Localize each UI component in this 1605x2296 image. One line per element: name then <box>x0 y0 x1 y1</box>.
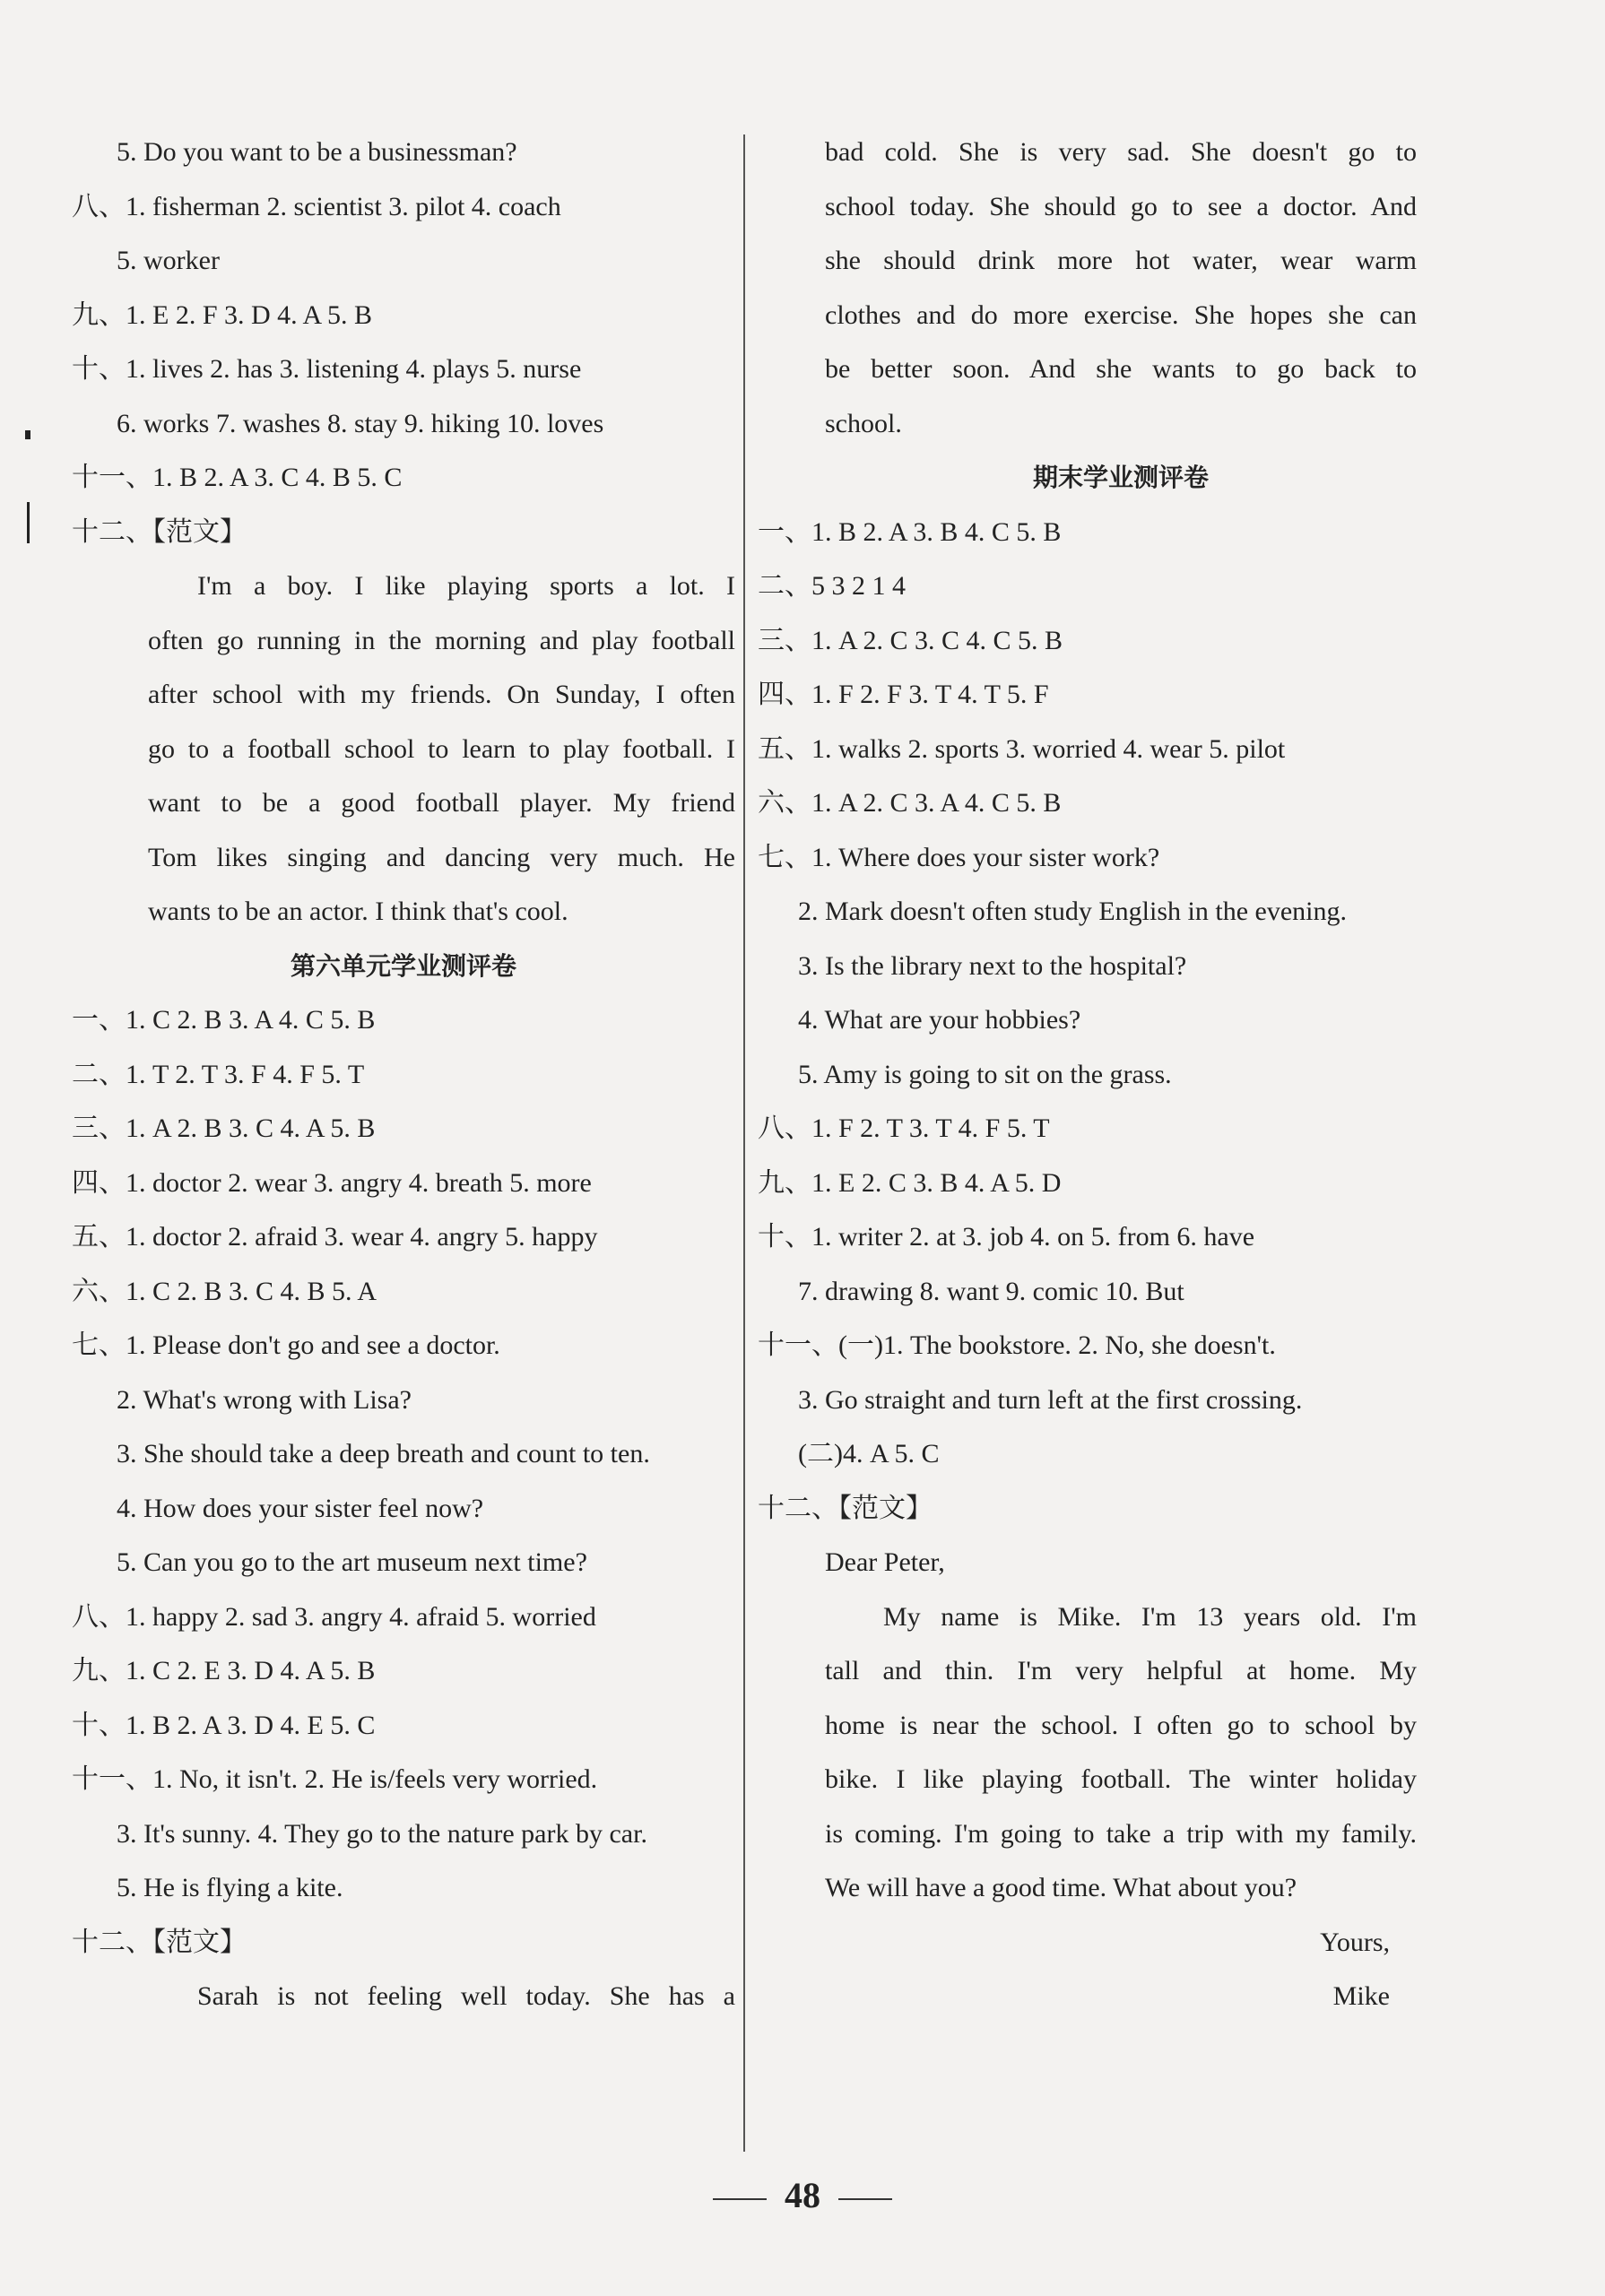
answer-line: 二、5 3 2 1 4 <box>758 571 906 601</box>
letter-signature: Mike <box>1332 1981 1390 2011</box>
answer-line: 十、1. writer 2. at 3. job 4. on 5. from 6. have <box>758 1222 1255 1252</box>
essay-line: be better soon. And she wants to go back to <box>825 354 1417 384</box>
margin-dot <box>25 430 30 439</box>
essay-line: bike. I like playing football. The winter holiday <box>825 1764 1417 1794</box>
answer-line: 3. Is the library next to the hospital? <box>798 950 1187 981</box>
essay-line: school today. She should go to see a doctor. And <box>825 191 1417 221</box>
answer-line: 八、1. F 2. T 3. T 4. F 5. T <box>758 1113 1050 1143</box>
left-column <box>72 126 735 2024</box>
section-title: 第六单元学业测评卷 <box>290 950 516 981</box>
margin-bar <box>27 502 30 543</box>
answer-line: 一、1. C 2. B 3. A 4. C 5. B <box>72 1005 376 1035</box>
dash-right <box>838 2198 892 2200</box>
essay-line: wants to be an actor. I think that's cool. <box>148 897 568 926</box>
answer-line: 十一、1. B 2. A 3. C 4. B 5. C <box>72 463 403 492</box>
essay-line: she should drink more hot water, wear warm <box>825 246 1417 275</box>
answer-line: 十一、(一)1. The bookstore. 2. No, she doesn't. <box>758 1330 1276 1360</box>
answer-line: 二、1. T 2. T 3. F 4. F 5. T <box>72 1059 365 1089</box>
answer-line: 5. worker <box>117 246 220 275</box>
page-number <box>0 2174 1605 2216</box>
answer-line: 三、1. A 2. C 3. C 4. C 5. B <box>758 625 1063 655</box>
answer-line: 八、1. happy 2. sad 3. angry 4. afraid 5. worried <box>72 1601 596 1632</box>
answer-line: 九、1. C 2. E 3. D 4. A 5. B <box>72 1656 376 1685</box>
section-label: 十二、【范文】 <box>758 1493 933 1523</box>
answer-line: 五、1. doctor 2. afraid 3. wear 4. angry 5. happy <box>72 1222 598 1252</box>
essay-line: home is near the school. I often go to school by <box>825 1710 1417 1740</box>
dash-left <box>713 2198 767 2200</box>
answer-line: 3. She should take a deep breath and count to ten. <box>117 1439 650 1469</box>
essay-line: Tom likes singing and dancing very much. He <box>148 842 735 872</box>
answer-line: 4. What are your hobbies? <box>798 1005 1081 1035</box>
essay-line: want to be a good football player. My friend <box>148 788 735 818</box>
section-label: 十二、【范文】 <box>72 516 247 547</box>
answer-line: 五、1. walks 2. sports 3. worried 4. wear 5. pilot <box>758 733 1286 764</box>
answer-line: 2. What's wrong with Lisa? <box>117 1384 412 1415</box>
essay-line: after school with my friends. On Sunday, I often <box>148 680 735 709</box>
right-column <box>758 126 1417 2024</box>
answer-line: 六、1. C 2. B 3. C 4. B 5. A <box>72 1276 377 1306</box>
letter-greeting: Dear Peter, <box>825 1547 945 1577</box>
essay-line: I'm a boy. I like playing sports a lot. I <box>197 571 735 601</box>
answer-line: 5. Amy is going to sit on the grass. <box>798 1059 1172 1089</box>
answer-line: 四、1. F 2. F 3. T 4. T 5. F <box>758 680 1049 709</box>
answer-line: 5. Can you go to the art museum next time? <box>117 1547 587 1577</box>
answer-line: 九、1. E 2. C 3. B 4. A 5. D <box>758 1167 1062 1198</box>
answer-line: 十、1. B 2. A 3. D 4. E 5. C <box>72 1710 376 1740</box>
essay-line: tall and thin. I'm very helpful at home. My <box>825 1656 1417 1685</box>
answer-line: 4. How does your sister feel now? <box>117 1493 484 1523</box>
section-title: 期末学业测评卷 <box>1032 463 1209 492</box>
answer-line: 5. He is flying a kite. <box>117 1873 343 1902</box>
essay-line: My name is Mike. I'm 13 years old. I'm <box>883 1601 1417 1632</box>
essay-line: is coming. I'm going to take a trip with my family. <box>825 1818 1417 1849</box>
answer-line: 三、1. A 2. B 3. C 4. A 5. B <box>72 1113 376 1143</box>
essay-line: bad cold. She is very sad. She doesn't go to <box>825 137 1417 167</box>
answer-line: 5. Do you want to be a businessman? <box>117 137 517 167</box>
answer-line: 八、1. fisherman 2. scientist 3. pilot 4. coach <box>72 191 561 221</box>
answer-line: 一、1. B 2. A 3. B 4. C 5. B <box>758 516 1062 547</box>
essay-line: We will have a good time. What about you? <box>825 1873 1297 1902</box>
answer-line: 七、1. Please don't go and see a doctor. <box>72 1330 500 1360</box>
answer-line: 九、1. E 2. F 3. D 4. A 5. B <box>72 299 373 330</box>
essay-line: go to a football school to learn to play football. I <box>148 733 735 764</box>
answer-line: 十一、1. No, it isn't. 2. He is/feels very worried. <box>72 1764 598 1794</box>
page-number-text: 48 <box>785 2175 820 2215</box>
letter-closing: Yours, <box>1320 1927 1390 1957</box>
answer-line: 四、1. doctor 2. wear 3. angry 4. breath 5. more <box>72 1167 592 1198</box>
essay-line: often go running in the morning and play football <box>148 625 735 655</box>
essay-line: clothes and do more exercise. She hopes she can <box>825 299 1417 330</box>
essay-line: school. <box>825 408 902 438</box>
answer-line: 3. Go straight and turn left at the first crossing. <box>798 1384 1303 1415</box>
answer-line: 六、1. A 2. C 3. A 4. C 5. B <box>758 788 1062 818</box>
answer-line: 7. drawing 8. want 9. comic 10. But <box>798 1276 1184 1306</box>
answer-line: (二)4. A 5. C <box>798 1439 940 1469</box>
answer-line: 2. Mark doesn't often study English in the evening. <box>798 897 1347 926</box>
column-divider <box>743 134 745 2152</box>
essay-line: Sarah is not feeling well today. She has a <box>197 1981 735 2011</box>
section-label: 十二、【范文】 <box>72 1927 247 1957</box>
answer-line: 十、1. lives 2. has 3. listening 4. plays 5. nurse <box>72 354 582 384</box>
answer-line: 3. It's sunny. 4. They go to the nature park by car. <box>117 1818 647 1849</box>
answer-line: 七、1. Where does your sister work? <box>758 842 1160 872</box>
answer-line: 6. works 7. washes 8. stay 9. hiking 10. loves <box>117 408 604 438</box>
